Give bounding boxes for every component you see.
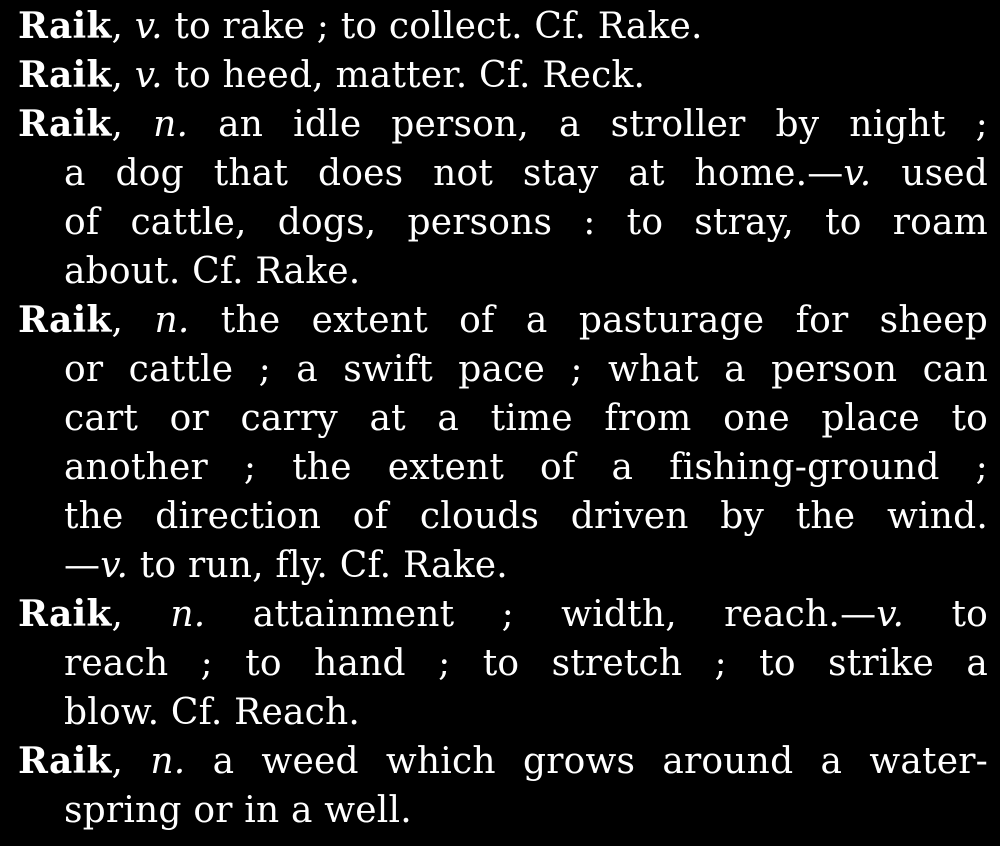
- dictionary-entry: [18, 100, 988, 296]
- entry-line: [18, 590, 988, 639]
- part-of-speech: n.: [170, 594, 206, 635]
- part-of-speech: v.: [843, 153, 872, 194]
- dictionary-entry: [18, 2, 988, 51]
- definition-text: a dog that does not stay at home.—: [64, 153, 844, 194]
- entry-line: [18, 639, 988, 688]
- definition-text: blow. Cf. Reach.: [64, 692, 360, 733]
- dictionary-entry: [18, 51, 988, 100]
- entry-line: [18, 2, 988, 51]
- entry-line: [18, 394, 988, 443]
- entry-line: [18, 149, 988, 198]
- headword: Raik: [18, 5, 112, 47]
- entry-line: [18, 688, 988, 737]
- definition-text: to: [904, 594, 988, 635]
- definition-text: about. Cf. Rake.: [64, 251, 361, 292]
- definition-text: reach ; to hand ; to stretch ; to strike a: [64, 643, 988, 684]
- definition-text: an idle person, a stroller by night ;: [188, 104, 988, 145]
- definition-text: used: [871, 153, 989, 194]
- punctuation: ,: [111, 741, 151, 782]
- headword: Raik: [18, 103, 112, 145]
- entry-line: [18, 737, 988, 786]
- headword: Raik: [18, 299, 112, 341]
- punctuation: ,: [111, 6, 135, 47]
- entry-line: [18, 198, 988, 247]
- punctuation: ,: [111, 55, 135, 96]
- part-of-speech: n.: [153, 104, 189, 145]
- punctuation: ,: [111, 104, 154, 145]
- entry-line: [18, 247, 988, 296]
- definition-text: a weed which grows around a water-: [185, 741, 988, 782]
- definition-text: to heed, matter. Cf. Reck.: [162, 55, 646, 96]
- part-of-speech: n.: [150, 741, 186, 782]
- definition-text: attainment ; width, reach.—: [205, 594, 877, 635]
- headword: Raik: [18, 54, 112, 96]
- entry-line: [18, 492, 988, 541]
- definition-text: spring or in a well.: [64, 790, 412, 831]
- definition-text: or cattle ; a swift pace ; what a person can: [64, 349, 988, 390]
- definition-text: the extent of a pasturage for sheep: [189, 300, 988, 341]
- entry-line: [18, 296, 988, 345]
- entry-line: [18, 541, 988, 590]
- dictionary-entry: [18, 590, 988, 737]
- part-of-speech: v.: [100, 545, 129, 586]
- definition-text: to run, fly. Cf. Rake.: [128, 545, 508, 586]
- definition-text: another ; the extent of a fishing-ground ;: [64, 447, 988, 488]
- entry-line: [18, 786, 988, 835]
- entry-line: [18, 51, 988, 100]
- punctuation: ,: [111, 594, 171, 635]
- headword: Raik: [18, 740, 112, 782]
- definition-text: the direction of clouds driven by the wind.: [64, 496, 988, 537]
- definition-text: to rake ; to collect. Cf. Rake.: [162, 6, 703, 47]
- entry-line: [18, 443, 988, 492]
- dictionary-entry: [18, 737, 988, 835]
- part-of-speech: n.: [154, 300, 190, 341]
- definition-text: cart or carry at a time from one place to: [64, 398, 988, 439]
- entry-line: [18, 100, 988, 149]
- entry-line: [18, 345, 988, 394]
- headword: Raik: [18, 593, 112, 635]
- part-of-speech: v.: [134, 6, 163, 47]
- punctuation: ,: [111, 300, 155, 341]
- definition-text: of cattle, dogs, persons : to stray, to roam: [64, 202, 988, 243]
- dictionary-entry: [18, 296, 988, 590]
- part-of-speech: v.: [134, 55, 163, 96]
- part-of-speech: v.: [876, 594, 905, 635]
- definition-text: —: [64, 545, 101, 586]
